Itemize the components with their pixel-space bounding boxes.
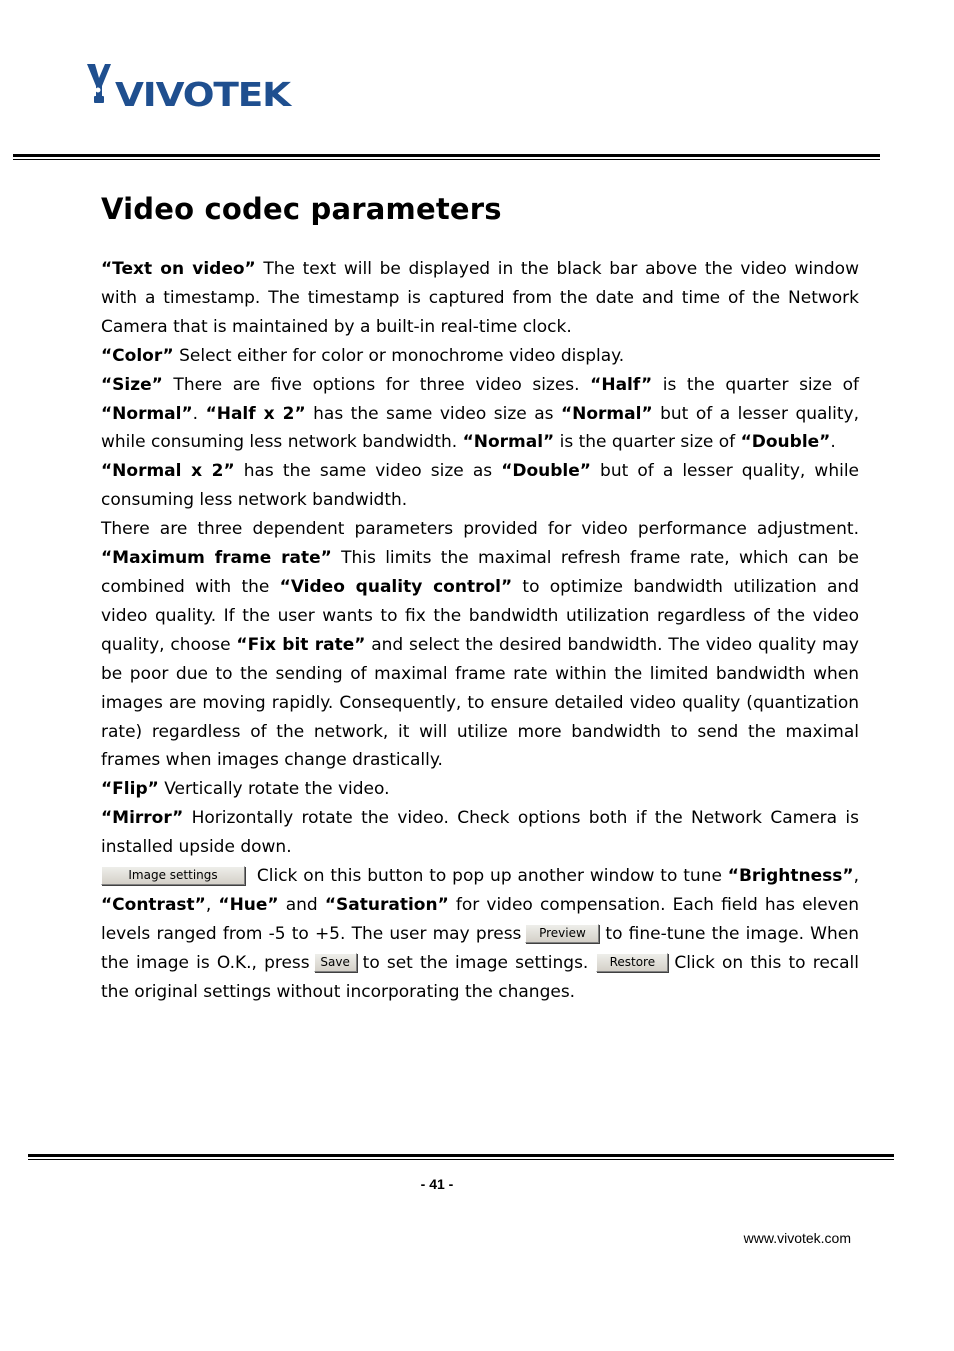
- frame-rate-paragraph: There are three dependent parameters provided for video performance adjustment. “Maximum frame rate” This limits the maximal refresh frame rate, which can be combined with the “Video quality control” to optimize bandwidth utilization and video quality. If the user wants to fix the bandwidth utilization regardless of the video quality, choose “Fix bit rate” and select the desired bandwidth. The video quality may be poor due to the sending of maximal frame rate within the limited bandwidth when images are moving rapidly. Consequently, to ensure detailed video quality (quantization rate) regardless of the network, it will utilize more bandwidth to send the maximal frames when images change drastically.: [101, 519, 859, 771]
- website-url: www.vivotek.com: [743, 1230, 851, 1246]
- page-number: - 41 -: [420, 1176, 454, 1192]
- text-on-video-paragraph: “Text on video” The text will be displayed in the black bar above the video window with a timestamp. The timestamp is captured from the date and time of the Network Camera that is maintained by a built-in real-time clock.: [101, 259, 859, 337]
- mirror-paragraph: “Mirror” Horizontally rotate the video. Check options both if the Network Camera is installed upside down.: [101, 808, 859, 858]
- preview-button[interactable]: Preview: [525, 924, 599, 943]
- vivotek-logo: [85, 62, 295, 112]
- logo-text: VIVOTEK: [115, 75, 293, 112]
- flip-paragraph: “Flip” Vertically rotate the video.: [101, 779, 390, 800]
- color-paragraph: “Color” Select either for color or monochrome video display.: [101, 345, 625, 366]
- footer-divider: [28, 1154, 894, 1160]
- image-settings-button[interactable]: Image settings: [101, 866, 245, 885]
- normal-x2-paragraph: “Normal x 2” has the same video size as “Double” but of a lesser quality, while consuming less network bandwidth.: [101, 461, 859, 511]
- restore-button[interactable]: Restore: [596, 953, 668, 972]
- save-button[interactable]: Save: [314, 953, 357, 972]
- page-title: Video codec parameters: [101, 192, 502, 226]
- size-paragraph: “Size” There are five options for three video sizes. “Half” is the quarter size of “Normal”. “Half x 2” has the same video size as “Normal” but of a lesser quality, while consuming less network bandwidth. “Normal” is the quarter size of “Double”.: [101, 374, 860, 453]
- image-settings-paragraph: Image settings Click on this button to pop up another window to tune “Brightness”, “Contrast”, “Hue” and “Saturation” for video compensation. Each field has eleven levels ranged from -5 to +5. The user may press Preview to fine-tune the image. When the image is O.K., press Save to set the image settings. Restore Click on this to recall the original settings without incorporating the changes.: [101, 866, 860, 1002]
- body-text: [101, 255, 859, 1007]
- header-divider: [13, 154, 880, 160]
